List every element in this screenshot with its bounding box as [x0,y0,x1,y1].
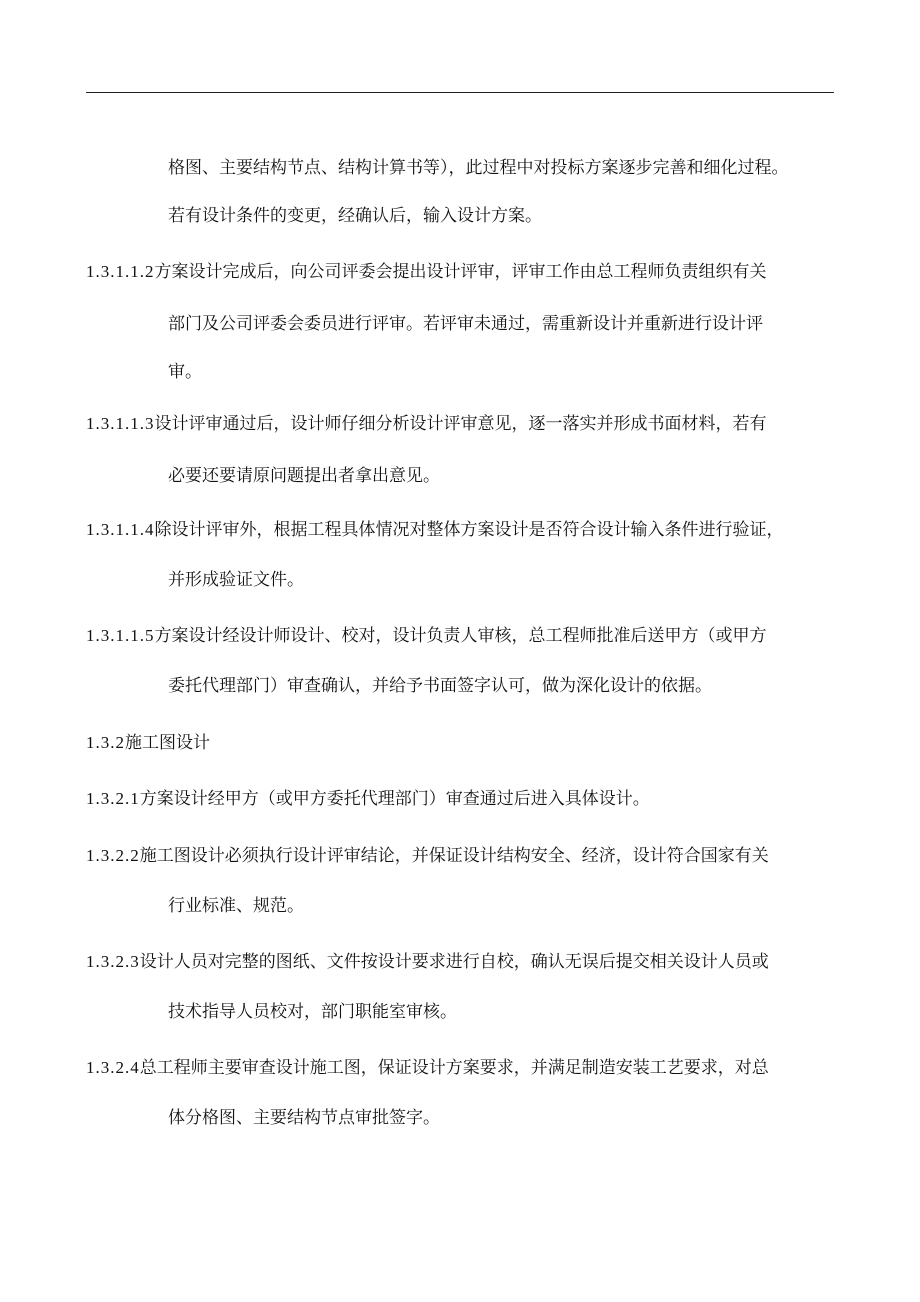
clause-number: 1.3.2.4 [86,1058,140,1077]
clause-1-3-2-1: 1.3.2.1方案设计经甲方（或甲方委托代理部门）审查通过后进入具体设计。 [86,789,650,809]
text-line: 部门及公司评委会委员进行评审。若评审未通过，需重新设计并重新进行设计评 [168,314,763,334]
text-line: 格图、主要结构节点、结构计算书等），此过程中对投标方案逐步完善和细化过程。 [168,158,789,178]
clause-1-3-2-3: 1.3.2.3设计人员对完整的图纸、文件按设计要求进行自校，确认无误后提交相关设计人员或 [86,952,769,972]
clause-number: 1.3.2.2 [86,846,140,865]
clause-number: 1.3.1.1.3 [86,414,155,433]
text-line: 体分格图、主要结构节点审批签字。 [168,1108,440,1128]
clause-number: 1.3.1.1.5 [86,626,155,645]
clause-1-3-2-4: 1.3.2.4总工程师主要审查设计施工图，保证设计方案要求，并满足制造安装工艺要求，对总 [86,1058,769,1078]
text-line: 技术指导人员校对，部门职能室审核。 [168,1002,457,1022]
text-line: 审。 [168,362,202,382]
clause-1-3-1-1-2: 1.3.1.1.2方案设计完成后，向公司评委会提出设计评审，评审工作由总工程师负责组织有关 [86,262,767,282]
header-rule [86,92,834,93]
clause-number: 1.3.2.1 [86,789,140,808]
text-line: 行业标准、规范。 [168,896,304,916]
clause-1-3-1-1-4: 1.3.1.1.4除设计评审外，根据工程具体情况对整体方案设计是否符合设计输入条件进行验证， [86,520,784,540]
text-line: 若有设计条件的变更，经确认后，输入设计方案。 [168,206,542,226]
section-1-3-2-heading: 1.3.2施工图设计 [86,733,210,753]
text-line: 并形成验证文件。 [168,570,304,590]
clause-number: 1.3.2 [86,733,125,752]
clause-1-3-1-1-5: 1.3.1.1.5方案设计经设计师设计、校对，设计负责人审核，总工程师批准后送甲方（或甲方 [86,626,767,646]
text-line: 委托代理部门）审查确认，并给予书面签字认可，做为深化设计的依据。 [168,676,712,696]
clause-1-3-2-2: 1.3.2.2施工图设计必须执行设计评审结论，并保证设计结构安全、经济，设计符合国家有关 [86,846,769,866]
clause-1-3-1-1-3: 1.3.1.1.3设计评审通过后，设计师仔细分析设计评审意见，逐一落实并形成书面材料，若有 [86,414,767,434]
text-line: 必要还要请原问题提出者拿出意见。 [168,466,440,486]
clause-number: 1.3.1.1.4 [86,520,155,539]
clause-number: 1.3.2.3 [86,952,140,971]
clause-number: 1.3.1.1.2 [86,262,155,281]
